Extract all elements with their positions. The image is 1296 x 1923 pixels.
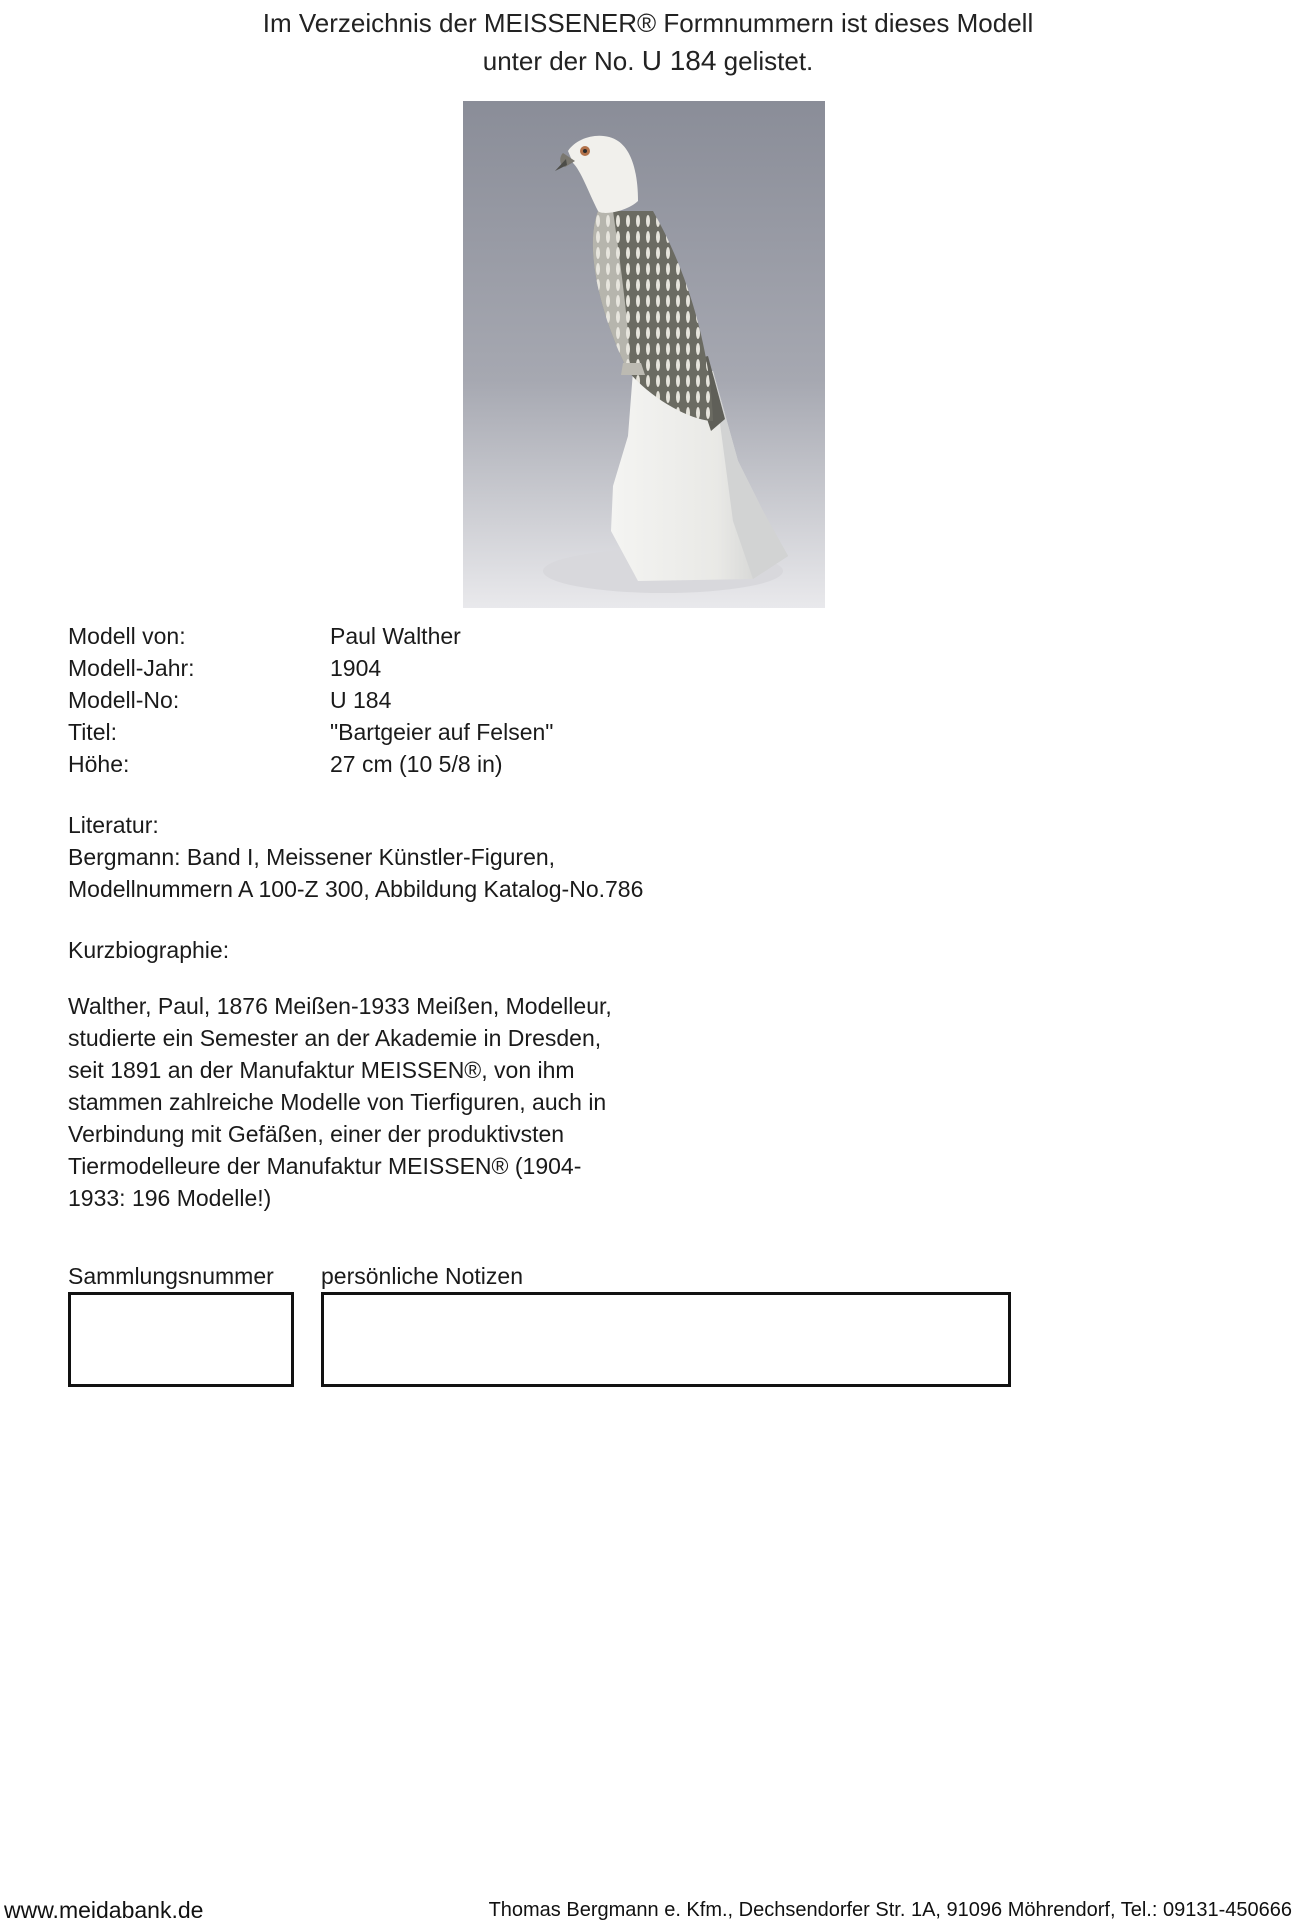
page-header	[0, 4, 1296, 80]
detail-row-model-by	[68, 620, 553, 652]
model-details	[68, 620, 553, 780]
header-line-1: Im Verzeichnis der MEISSENER® Formnummern ist dieses Modell	[262, 8, 1034, 38]
collection-number-label: Sammlungsnummer	[68, 1263, 274, 1289]
collection-number-field[interactable]	[68, 1292, 294, 1387]
biography-heading: Kurzbiographie:	[68, 937, 230, 963]
detail-row-height	[68, 748, 553, 780]
header-line-2	[0, 42, 1296, 80]
detail-row-title	[68, 716, 553, 748]
literature-line-1: Bergmann: Band I, Meissener Künstler-Figuren,	[68, 844, 556, 870]
literature-line-2: Modellnummern A 100-Z 300, Abbildung Katalog-No.786	[68, 876, 644, 902]
detail-value: 1904	[330, 655, 382, 681]
detail-value: U 184	[330, 687, 392, 713]
personal-notes-label: persönliche Notizen	[321, 1263, 524, 1289]
footer-address: Thomas Bergmann e. Kfm., Dechsendorfer Str. 1A, 91096 Möhrendorf, Tel.: 09131-450666	[488, 1899, 1292, 1921]
detail-row-model-year	[68, 652, 553, 684]
detail-value: 27 cm (10 5/8 in)	[330, 751, 503, 777]
detail-value: "Bartgeier auf Felsen"	[330, 719, 554, 745]
literature-heading: Literatur:	[68, 812, 159, 838]
footer-website: www.meidabank.de	[4, 1897, 204, 1923]
biography-text: Walther, Paul, 1876 Meißen-1933 Meißen, Modelleur, studierte ein Semester an der Akademie in Dresden, seit 1891 an der Manufaktur MEISSEN®, von ihm stammen zahlreiche Modelle von Tierfiguren, auch in Verbindung mit Gefäßen, einer der produktivsten Tiermodelleure der Manufaktur MEISSEN® (1904- 1933: 196 Modelle!)	[68, 993, 612, 1211]
header-model-number: U 184	[641, 45, 717, 76]
detail-label: Modell-No:	[68, 687, 180, 713]
header-suffix: gelistet.	[716, 46, 814, 76]
literature-section	[68, 809, 643, 905]
detail-value: Paul Walther	[330, 623, 461, 649]
detail-label: Modell-Jahr:	[68, 655, 195, 681]
product-photo	[463, 101, 825, 608]
detail-row-model-no	[68, 684, 553, 716]
detail-label: Titel:	[68, 719, 117, 745]
personal-notes-field[interactable]	[321, 1292, 1011, 1387]
detail-label: Höhe:	[68, 751, 130, 777]
detail-label: Modell von:	[68, 623, 186, 649]
header-prefix: unter der No.	[482, 46, 642, 76]
